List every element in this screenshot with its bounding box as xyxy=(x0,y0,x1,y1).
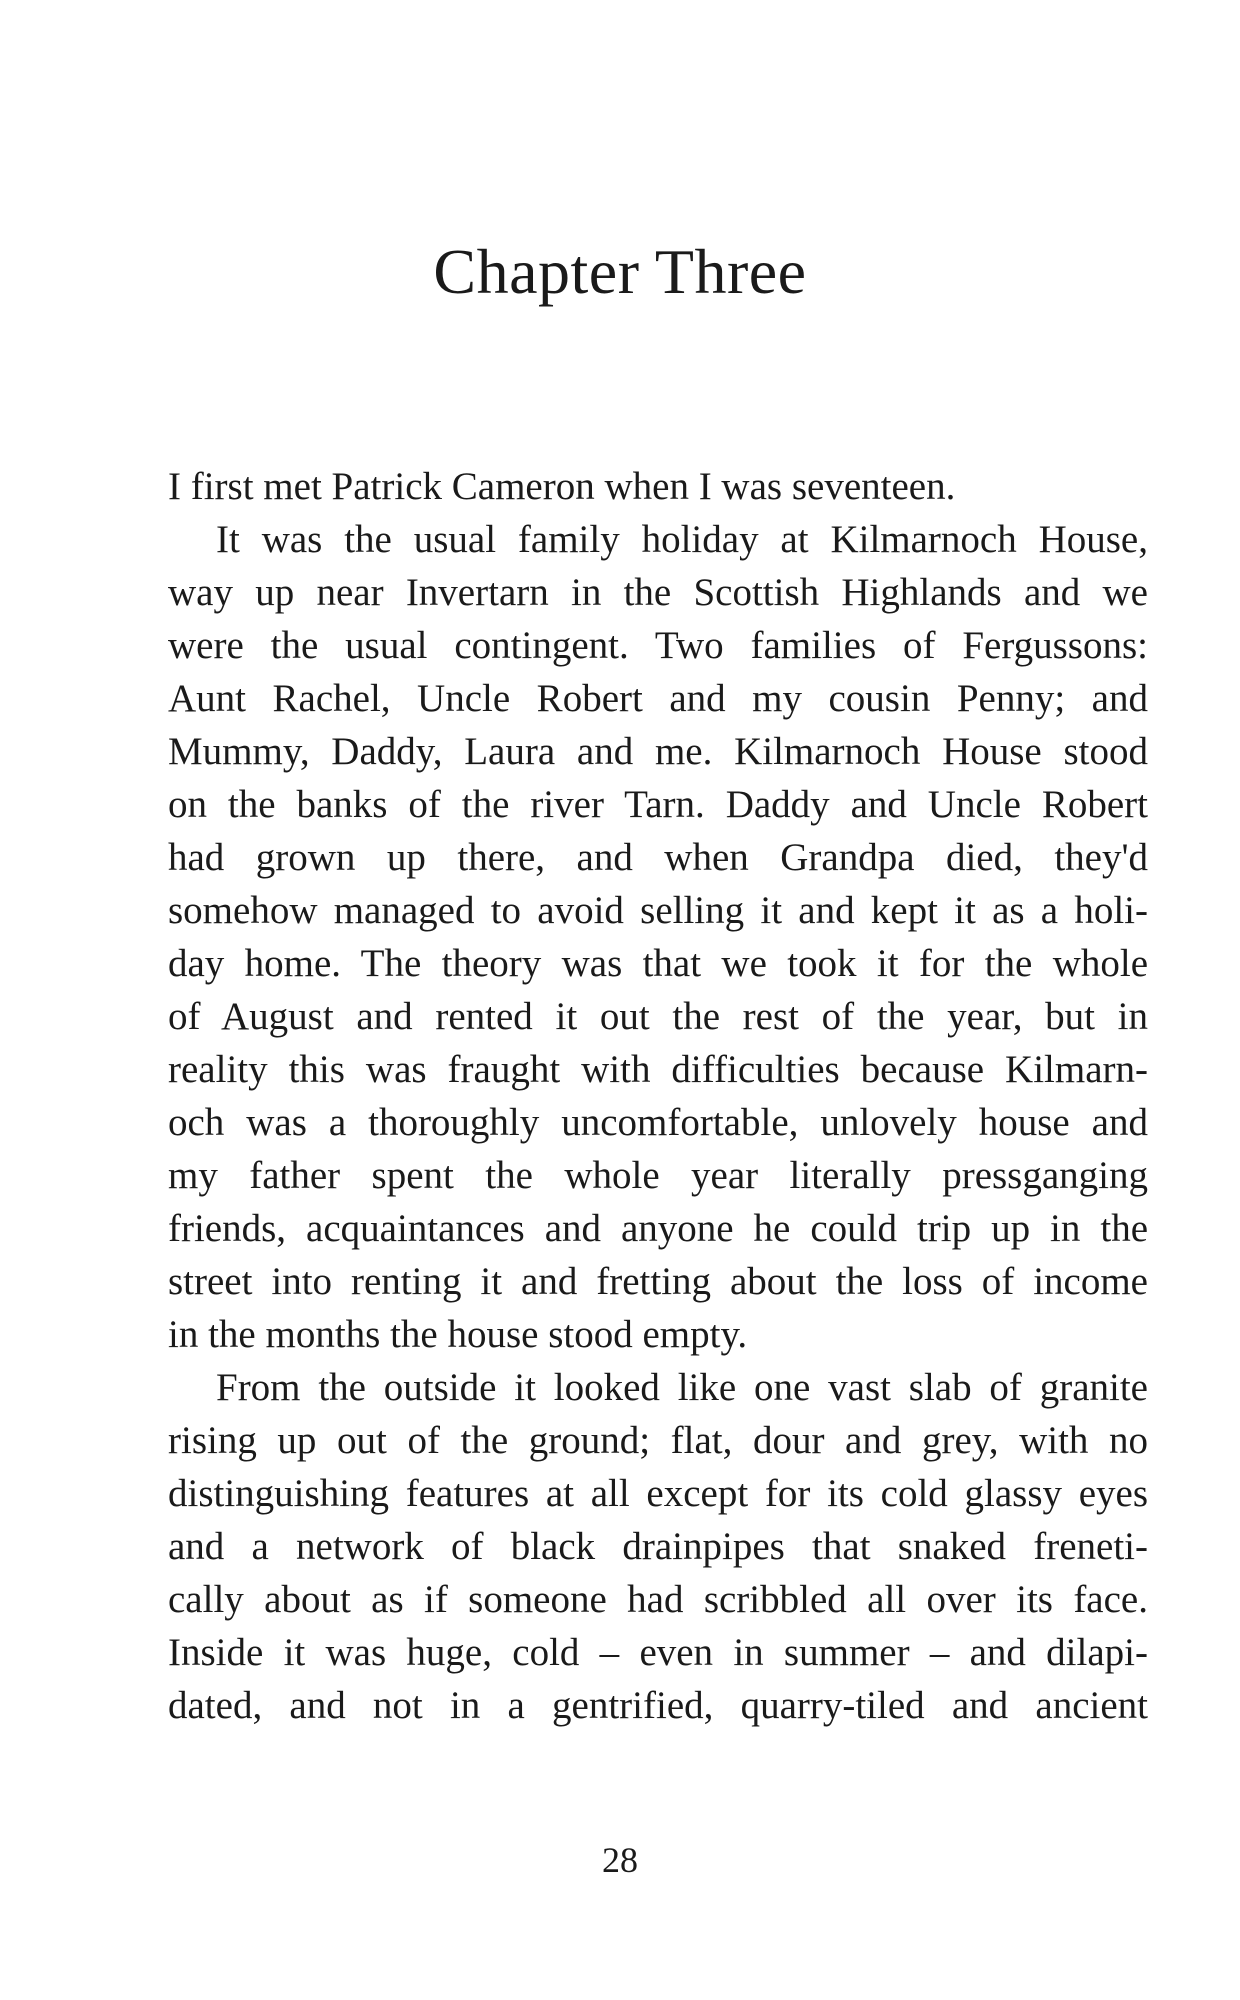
text-line: rising up out of the ground; flat, dour and grey, with no xyxy=(168,1419,1148,1462)
text-line: day home. The theory was that we took it for the whole xyxy=(168,942,1148,985)
text-line: Mummy, Daddy, Laura and me. Kilmarnoch House stood xyxy=(168,730,1148,773)
text-line: cally about as if someone had scribbled all over its face. xyxy=(168,1578,1148,1621)
text-line: distinguishing features at all except for its cold glassy eyes xyxy=(168,1472,1148,1515)
text-line: It was the usual family holiday at Kilmarnoch House, xyxy=(216,518,1148,561)
text-line: were the usual contingent. Two families of Fergussons: xyxy=(168,624,1148,667)
text-line: had grown up there, and when Grandpa died, they'd xyxy=(168,836,1148,879)
text-line: Inside it was huge, cold – even in summer – and dilapi- xyxy=(168,1631,1148,1674)
text-line: and a network of black drainpipes that snaked freneti- xyxy=(168,1525,1148,1568)
text-line: dated, and not in a gentrified, quarry-tiled and ancient xyxy=(168,1684,1148,1727)
text-line: street into renting it and fretting about the loss of income xyxy=(168,1260,1148,1303)
text-line: reality this was fraught with difficulties because Kilmarn- xyxy=(168,1048,1148,1091)
text-line: I first met Patrick Cameron when I was seventeen. xyxy=(168,465,956,508)
text-line: in the months the house stood empty. xyxy=(168,1313,748,1356)
text-line: on the banks of the river Tarn. Daddy and Uncle Robert xyxy=(168,783,1148,826)
text-line: friends, acquaintances and anyone he could trip up in the xyxy=(168,1207,1148,1250)
body-text xyxy=(168,460,1148,1732)
page-number: 28 xyxy=(602,1840,638,1880)
text-line: way up near Invertarn in the Scottish Highlands and we xyxy=(168,571,1148,614)
text-line: Aunt Rachel, Uncle Robert and my cousin Penny; and xyxy=(168,677,1148,720)
chapter-title: Chapter Three xyxy=(433,236,807,307)
text-line: my father spent the whole year literally pressganging xyxy=(168,1154,1148,1197)
text-line: From the outside it looked like one vast slab of granite xyxy=(216,1366,1148,1409)
text-line: of August and rented it out the rest of the year, but in xyxy=(168,995,1148,1038)
text-line: somehow managed to avoid selling it and kept it as a holi- xyxy=(168,889,1148,932)
text-line: och was a thoroughly uncomfortable, unlovely house and xyxy=(168,1101,1148,1144)
